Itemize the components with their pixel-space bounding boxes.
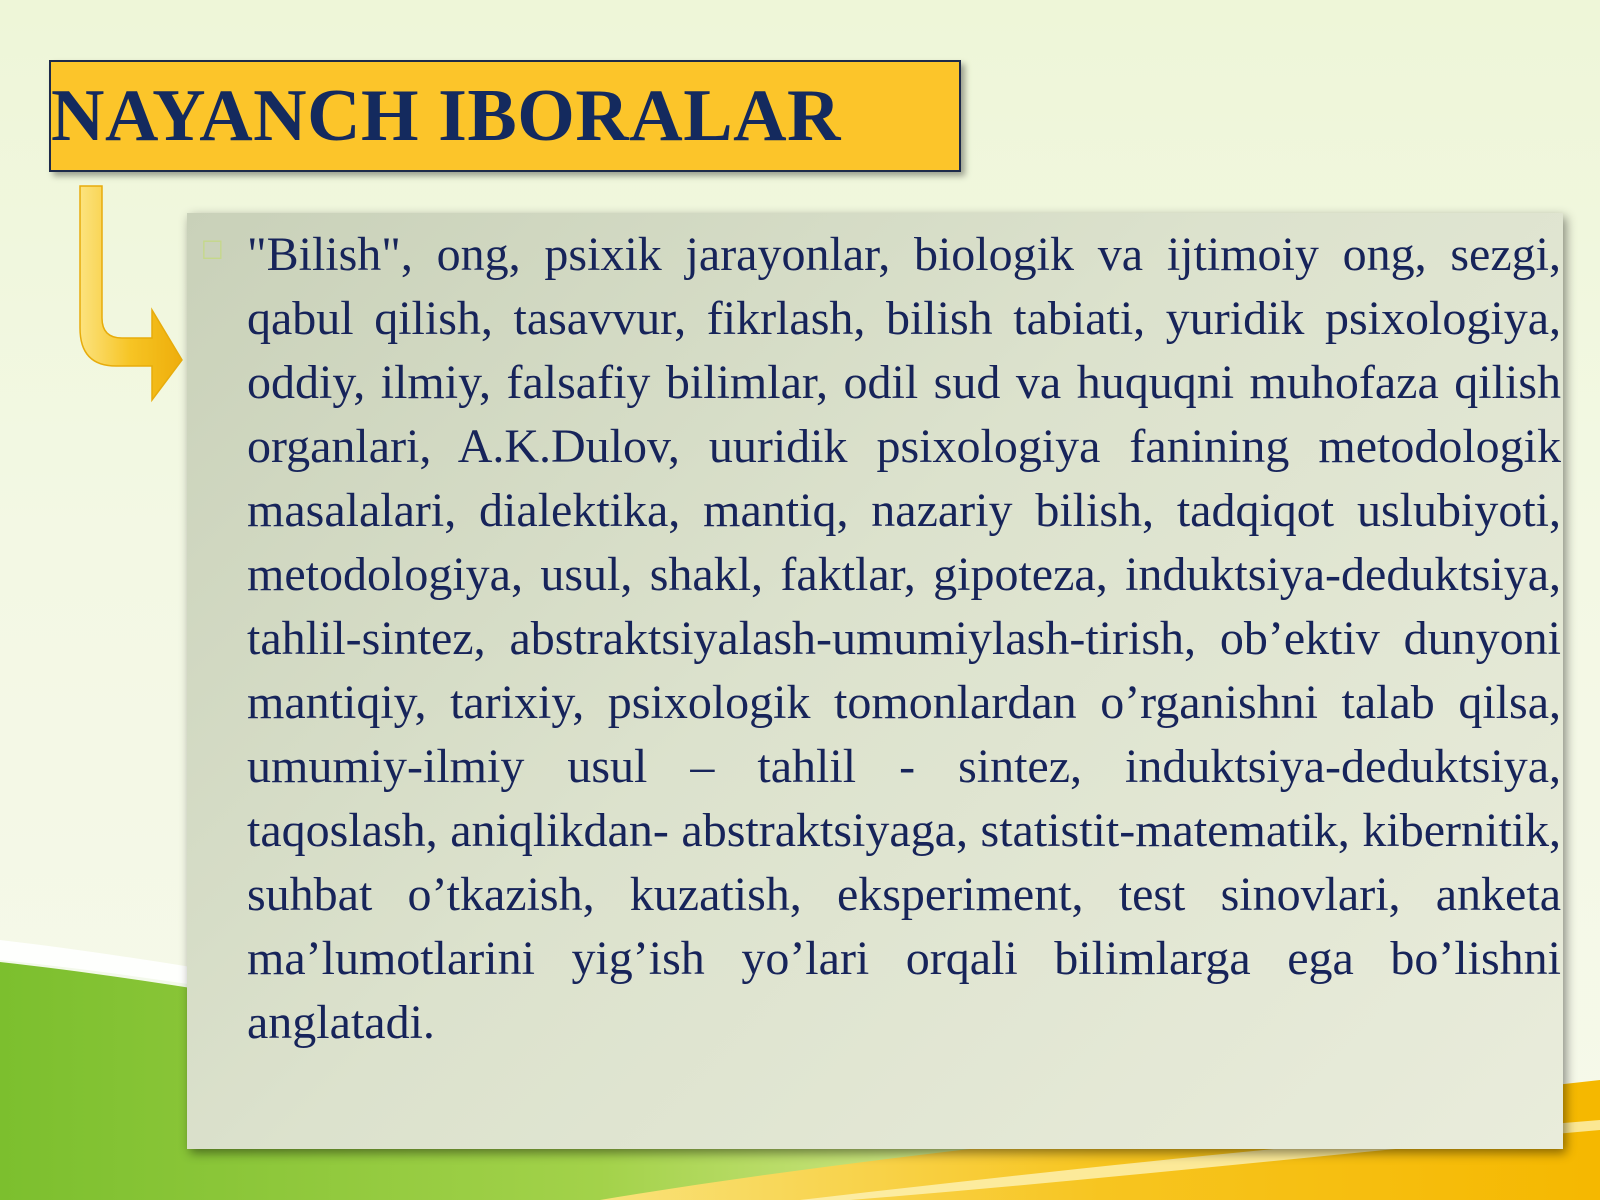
title-banner (49, 60, 961, 172)
slide-title: NAYANCH IBORALAR (51, 75, 841, 157)
bullet-square-icon: □ (201, 234, 224, 262)
key-phrases-paragraph: "Bilish", ong, psixik jarayonlar, biologik va ijtimoiy ong, sezgi, qabul qilish, tasavvur, fikrlash, bilish tabiati, yuridik psixologiya, oddiy, ilmiy, falsafiy bilimlar, odil sud va huquqni muhofaza qilish organlari, A.K.Dulov, uuridik psixologiya fanining metodologik masalalari, dialektika, mantiq, nazariy bilish, tadqiqot uslubiyoti, metodologiya, usul, shakl, faktlar, gipoteza, induktsiya-deduktsiya, tahlil-sintez, abstraktsiyalash-umumiylash-tirish, ob’ektiv dunyoni mantiqiy, tarixiy, psixologik tomonlardan o’rganishni talab qilsa, umumiy-ilmiy usul – tahlil - sintez, induktsiya-deduktsiya, taqoslash, aniqlikdan- abstraktsiyaga, statistit-matematik, kibernitik, suhbat o’tkazish, kuzatish, eksperiment, test sinovlari, anketa ma’lumotlarini yig’ish yo’lari orqali bilimlarga ega bo’lishni anglatadi. (247, 228, 1561, 1049)
content-panel (187, 213, 1563, 1149)
curved-arrow-icon (60, 178, 190, 408)
